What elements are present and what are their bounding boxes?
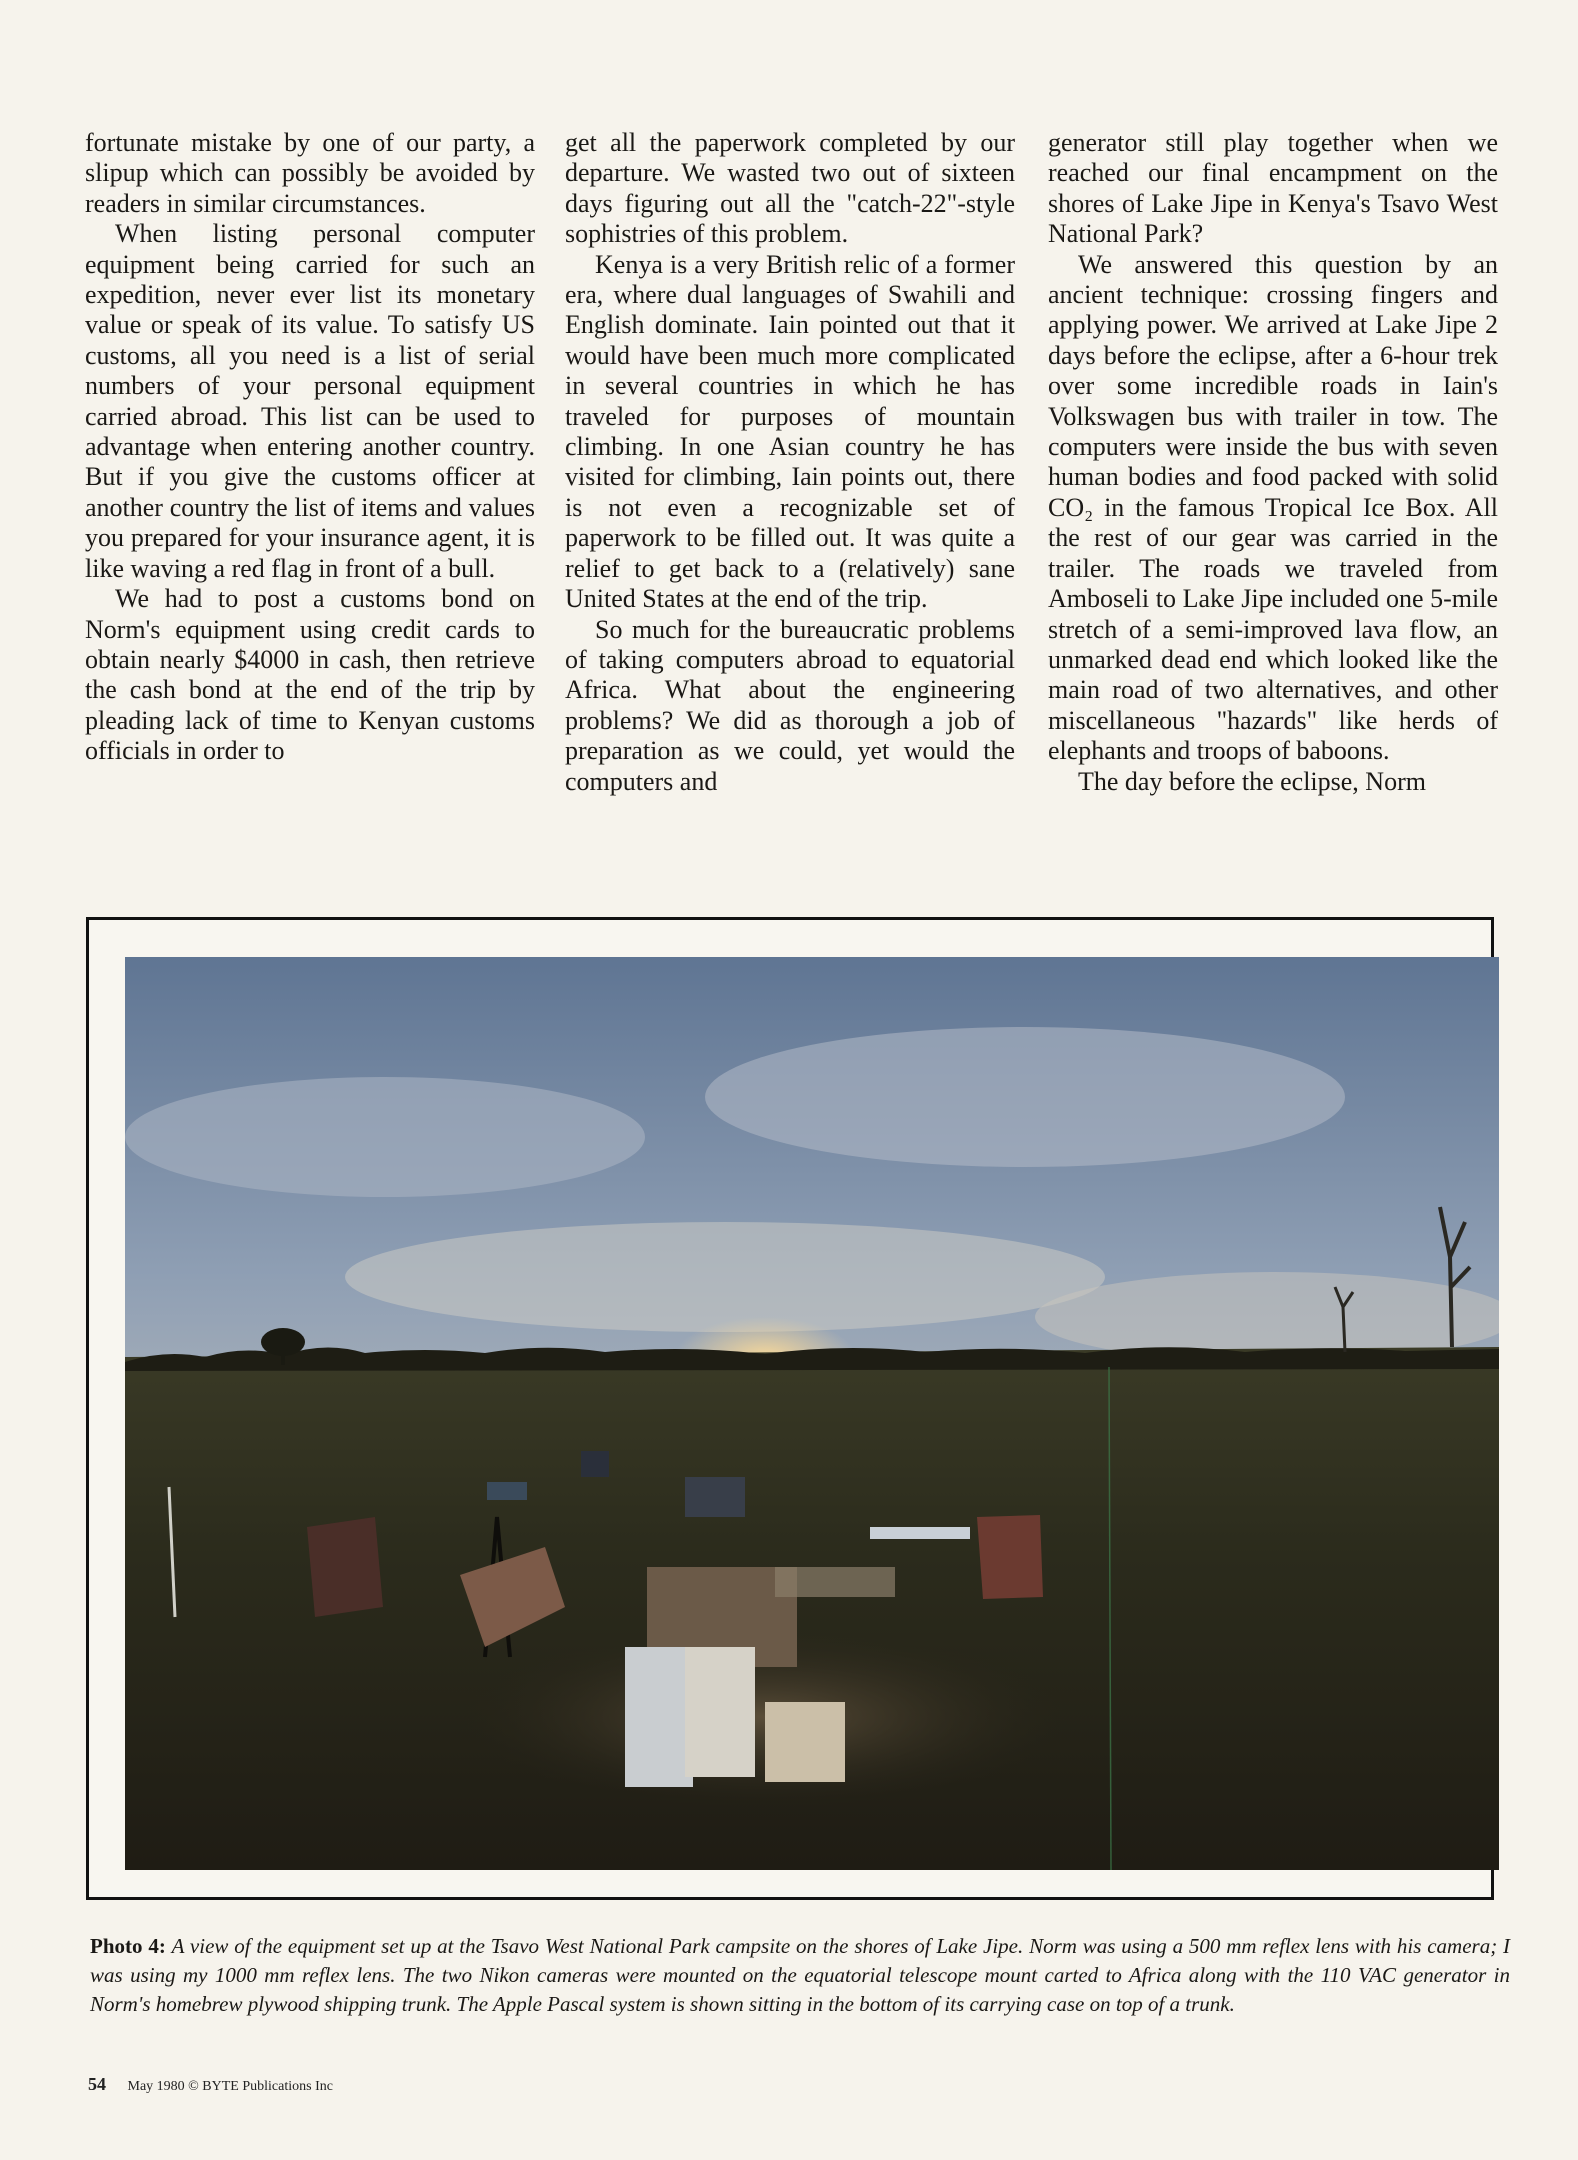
paragraph: fortunate mistake by one of our party, a slipup which can possibly be avoided by readers in similar circumstances. bbox=[85, 128, 535, 218]
paragraph: When listing personal computer equipment being carried for such an expedition, never ever list its monetary value or speak of its value. To satisfy US customs, all you need is a list of serial numbers of your personal equipment carried abroad. This list can be used to advantage when entering another country. But if you give the customs officer at another country the list of items and values you prepared for your insurance agent, it is like waving a red flag in front of a bull. bbox=[85, 219, 535, 583]
paragraph: We had to post a customs bond on Norm's equipment using credit cards to obtain nearly $4000 in cash, then retrieve the cash bond at the end of the trip by pleading lack of time to Kenyan customs officials in order to bbox=[85, 584, 535, 766]
paragraph: generator still play together when we reached our final encampment on the shores of Lake Jipe in Kenya's Tsavo West National Park? bbox=[1048, 128, 1498, 249]
paragraph: The day before the eclipse, Norm bbox=[1078, 766, 1426, 796]
campsite-photo bbox=[125, 957, 1499, 1870]
page-footer bbox=[88, 2074, 333, 2095]
caption-text: A view of the equipment set up at the Tsavo West National Park campsite on the shores of Lake Jipe. Norm was using a 500 mm reflex lens with his camera; I was using my 1000 mm reflex lens. The two Nikon cameras were mounted on the equatorial telescope mount carted to Africa along with the 110 VAC generator in Norm's homebrew plywood shipping trunk. The Apple Pascal system is shown sitting in the bottom of its carrying case on top of a trunk. bbox=[90, 1934, 1510, 2016]
paragraph: Kenya is a very British relic of a former era, where dual languages of Swahili and English dominate. Iain pointed out that it would have been much more complicated in several countries in which he has traveled for purposes of mountain climbing. In one Asian country he has visited for climbing, Iain points out, there is not even a recognizable set of paperwork to be filled out. It was quite a relief to get back to a (relatively) sane United States at the end of the trip. bbox=[565, 249, 1015, 614]
paragraph: get all the paperwork completed by our departure. We wasted two out of sixteen days figuring out all the "catch-22"-style sophistries of this problem. bbox=[565, 128, 1015, 249]
paragraph: We answered this question by an ancient technique: crossing fingers and applying power. We arrived at Lake Jipe 2 days before the eclipse, after a 6-hour trek over some incredible roads in Iain's Volkswagen bus with trailer in tow. The computers were inside the bus with seven human bodies and food packed with solid CO₂ in the famous Tropical Ice Box. All the rest of our gear was carried in the trailer. The roads we traveled from Amboseli to Lake Jipe included one 5-mile stretch of a semi-improved lava flow, an unmarked dead end which looked like the main road of two alternatives, and other miscellaneous "hazards" like herds of elephants and troops of baboons. bbox=[1048, 249, 1498, 766]
paragraph: So much for the bureaucratic problems of taking computers abroad to equatorial Africa. What about the engineering problems? We did as thorough a job of preparation as we could, yet would the computers and bbox=[565, 614, 1015, 796]
photo-frame bbox=[86, 917, 1494, 1900]
text-column-1 bbox=[85, 128, 535, 767]
text-column-2 bbox=[565, 128, 1015, 797]
caption-label: Photo 4: bbox=[90, 1934, 166, 1958]
photo-caption bbox=[90, 1932, 1510, 2019]
footer-text: May 1980 © BYTE Publications Inc bbox=[127, 2079, 333, 2094]
page-number: 54 bbox=[88, 2074, 106, 2094]
text-column-3 bbox=[1048, 128, 1498, 797]
